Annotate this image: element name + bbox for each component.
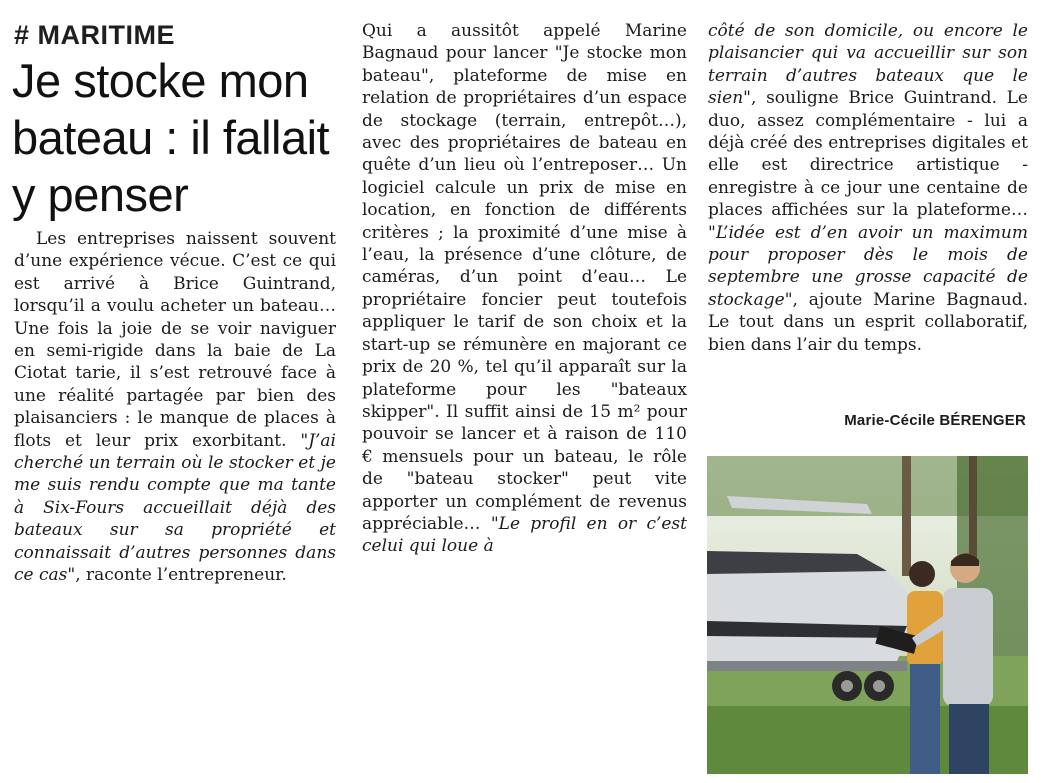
man-jeans — [949, 704, 989, 774]
paragraph — [708, 20, 1028, 356]
article-column-1 — [14, 228, 336, 587]
man-jacket — [943, 588, 993, 706]
article-column-3 — [708, 20, 1028, 356]
trailer — [707, 661, 907, 671]
paragraph — [362, 20, 687, 558]
photo-illustration — [707, 456, 1028, 774]
body-text: ", souligne Brice Guintrand. Le duo, assez complémentaire - lui a déjà créé des entreprises digitales et elle est directrice artistique - enregistre à ce jour une centaine de places affichées sur la plateforme… " — [708, 88, 1028, 243]
paragraph — [14, 228, 336, 587]
quote: L’idée est d’en avoir un maximum pour proposer dès le mois de septembre une grosse capacité de stockage — [708, 222, 1028, 310]
woman-jeans — [910, 664, 940, 774]
body-text: Qui a aussitôt appelé Marine Bagnaud pour lancer "Je stocke mon bateau", plateforme de mise en relation de propriétaires d’un espace de stockage (terrain, entrepôt…), avec des propriétaires de bateau en quête d’un lieu où l’entreposer… Un logiciel calcule un prix de mise en location, en fonction de différents critères ; la proximité d’une mise à l’eau, la présence d’une clôture, de caméras, d’un point d’eau… Le propriétaire foncier peut toutefois appliquer le tarif de son choix et la start-up se rémunère en majorant ce prix de 20 %, tel qu’il apparaît sur la plateforme pour les "bateaux skipper". Il suffit ainsi de 15 m² pour pouvoir se lancer et à raison de 110 € mensuels pour un bateau, le rôle de "bateau stocker" peut vite apporter un complément de revenus appréciable… " — [362, 21, 687, 534]
author-byline: Marie-Cécile BÉRENGER — [844, 412, 1026, 429]
woman-head — [909, 561, 935, 587]
body-text: Les entreprises naissent souvent d’une expérience vécue. C’est ce qui est arrivé à Brice Guintrand, lorsqu’il a voulu acheter un bateau… Une fois la joie de se voir naviguer en semi-rigide dans la baie de La Ciotat tarie, il s’est retrouvé face à une réalité partagée par bien des plaisanciers : le manque de places à flots et leur prix exorbitant. " — [14, 229, 336, 451]
body-text: ", ajoute Marine Bagnaud. Le tout dans un esprit collaboratif, bien dans l’air du temps. — [708, 289, 1028, 355]
quote: côté de son domicile, ou encore le plaisancier qui va accueillir sur son terrain d’autres bateaux que le sien — [708, 21, 1028, 109]
kicker: # MARITIME — [14, 20, 176, 50]
tree-trunk — [902, 456, 911, 576]
article-photo — [707, 456, 1028, 774]
article-column-2 — [362, 20, 687, 558]
body-text: ", raconte l’entrepreneur. — [67, 565, 287, 586]
tree-trunk — [969, 456, 977, 566]
quote: Le profil en or c’est celui qui loue à — [362, 513, 687, 557]
quote: J’ai cherché un terrain où le stocker et je me suis rendu compte que ma tante à Six-Fours accueillait déjà des bateaux sur sa propriété et connaissait d’autres personnes dans ce cas — [14, 430, 336, 586]
headline: Je stocke mon bateau : il fallait y penser — [12, 54, 330, 221]
